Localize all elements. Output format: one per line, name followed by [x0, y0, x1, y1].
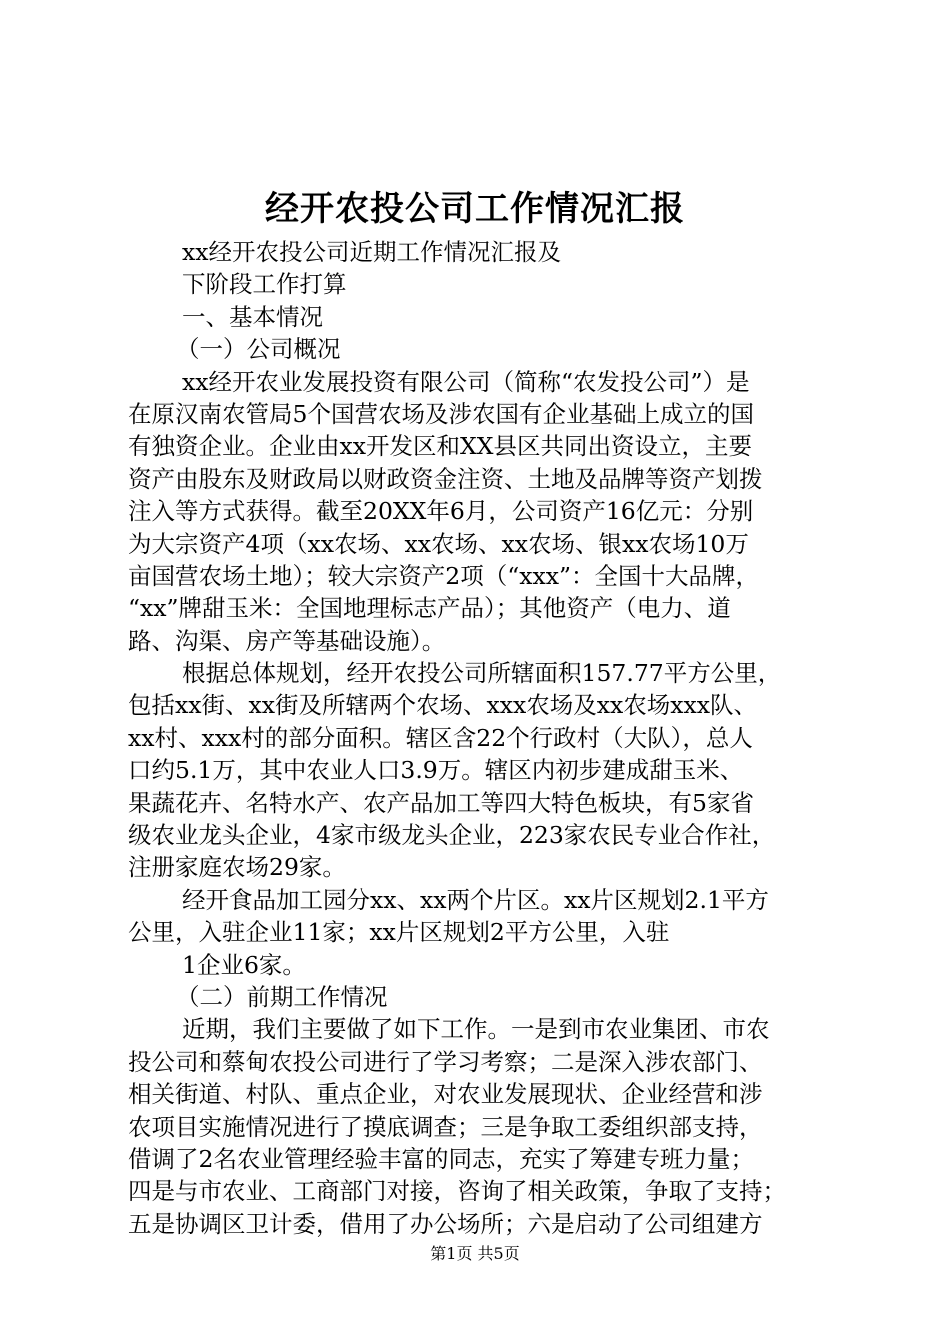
text-line: 根据总体规划，经开农投公司所辖面积157.77平方公里， [182, 659, 782, 688]
text-line: “xx”牌甜玉米：全国地理标志产品）；其他资产（电力、道 [128, 594, 731, 623]
text-line: 借调了2名农业管理经验丰富的同志，充实了筹建专班力量； [128, 1144, 754, 1173]
text-line: 亩国营农场土地）；较大宗资产2项（“xxx”：全国十大品牌， [128, 561, 759, 590]
text-line: 五是协调区卫计委，借用了办公场所；六是启动了公司组建方 [128, 1209, 763, 1238]
text-line: 经开食品加工园分xx、xx两个片区。xx片区规划2.1平方 [182, 885, 769, 914]
document-body [128, 236, 828, 1240]
text-line: 注入等方式获得。截至20XX年6月，公司资产16亿元：分别 [128, 497, 754, 526]
text-line: 在原汉南农管局5个国营农场及涉农国有企业基础上成立的国 [128, 399, 754, 428]
text-line: （一）公司概况 [176, 335, 341, 364]
text-line: （二）前期工作情况 [176, 982, 388, 1011]
text-line: 资产由股东及财政局以财政资金注资、土地及品牌等资产划拨 [128, 464, 763, 493]
text-line: 包括xx街、xx街及所辖两个农场、xxx农场及xx农场xxx队、 [128, 691, 758, 720]
text-line: 一、基本情况 [182, 302, 323, 331]
text-line: 路、沟渠、房产等基础设施）。 [128, 626, 446, 655]
text-line: 相关街道、村队、重点企业，对农业发展现状、企业经营和涉 [128, 1080, 763, 1109]
text-line: 口约5.1万，其中农业人口3.9万。辖区内初步建成甜玉米、 [128, 756, 744, 785]
text-line: 投公司和蔡甸农投公司进行了学习考察；二是深入涉农部门、 [128, 1047, 763, 1076]
text-line: 下阶段工作打算 [182, 270, 347, 299]
text-line: xx经开农投公司近期工作情况汇报及 [182, 238, 562, 266]
text-line: 农项目实施情况进行了摸底调查；三是争取工委组织部支持， [128, 1112, 763, 1141]
text-line: 为大宗资产4项（xx农场、xx农场、xx农场、银xx农场10万 [128, 529, 749, 558]
text-line: xx村、xxx村的部分面积。辖区含22个行政村（大队），总人 [128, 723, 753, 752]
text-line: 四是与市农业、工商部门对接，咨询了相关政策，争取了支持； [128, 1177, 786, 1206]
page-footer: 第1页 共5页 [430, 1244, 520, 1263]
text-line: 近期，我们主要做了如下工作。一是到市农业集团、市农 [182, 1015, 770, 1044]
text-line: 1企业6家。 [182, 950, 306, 979]
text-line: 注册家庭农场29家。 [128, 853, 346, 882]
document-title: 经开农投公司工作情况汇报 [265, 189, 685, 229]
text-line: 有独资企业。企业由xx开发区和XX县区共同出资设立，主要 [128, 432, 752, 461]
text-line: 公里，入驻企业11家；xx片区规划2平方公里，入驻 [128, 918, 670, 947]
text-line: 级农业龙头企业，4家市级龙头企业，223家农民专业合作社， [128, 821, 776, 850]
text-line: xx经开农业发展投资有限公司（简称“农发投公司”）是 [182, 367, 750, 396]
text-line: 果蔬花卉、名特水产、农产品加工等四大特色板块，有5家省 [128, 788, 754, 817]
